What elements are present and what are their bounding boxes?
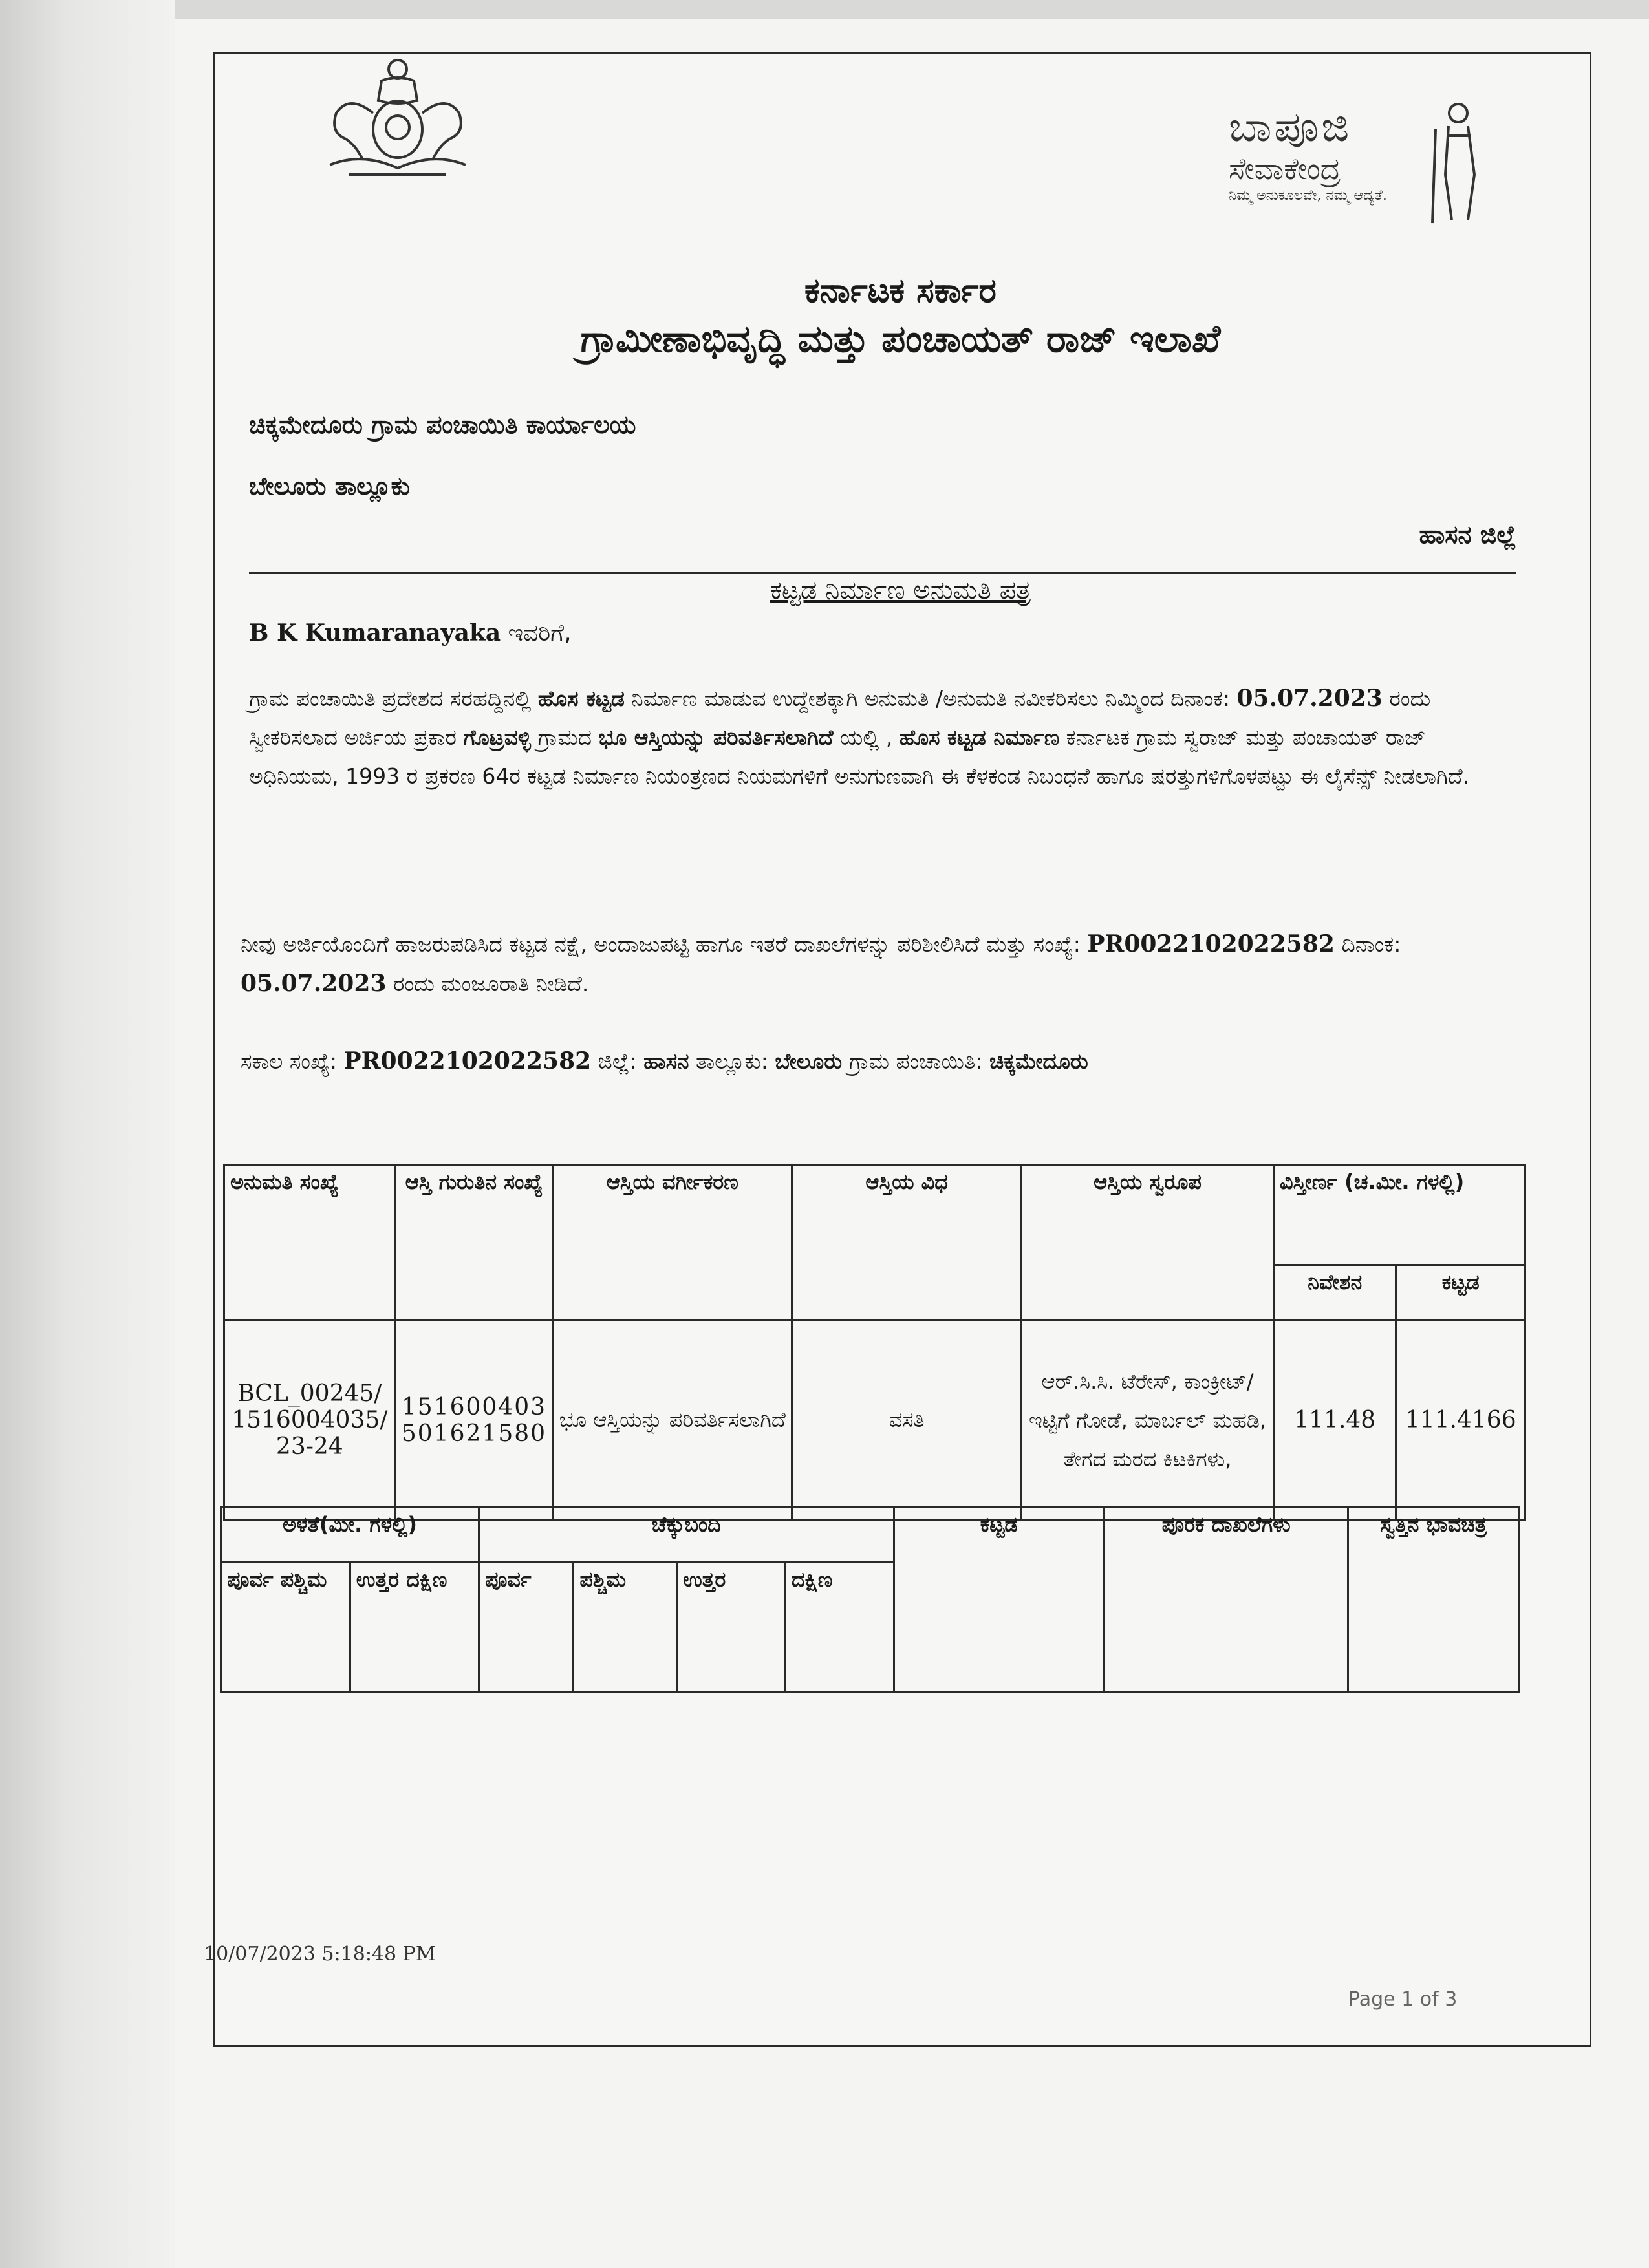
book-spine (0, 0, 175, 2268)
col-supporting-docs: ಪೂರಕ ದಾಖಲೆಗಳು (1105, 1508, 1348, 1692)
property-id-cell: 151600403 501621580 (395, 1320, 553, 1521)
addressee-name: B K Kumaranayaka (249, 619, 501, 647)
col-west: ಪಶ್ಚಿಮ (574, 1563, 677, 1692)
gandhi-figure-icon (1423, 97, 1494, 226)
addressee-suffix: ಇವರಿಗೆ, (501, 620, 572, 647)
p1-text: ಗ್ರಾಮದ (530, 725, 599, 750)
permit-number-cell: BCL_00245/ 1516004035/ 23-24 (224, 1320, 396, 1521)
ref-label: ತಾಲ್ಲೂಕು: (689, 1049, 775, 1074)
building-area-cell: 111.4166 (1396, 1320, 1525, 1521)
logo-subtitle: ಸೇವಾಕೇಂದ್ರ (1229, 151, 1341, 186)
col-classification: ಆಸ್ತಿಯ ವರ್ಗೀಕರಣ (553, 1165, 792, 1320)
col-east-west: ಪೂರ್ವ ಪಶ್ಚಿಮ (221, 1563, 350, 1692)
col-boundary: ಚೆಕ್ಕುಬಂದಿ (479, 1508, 894, 1563)
table-row (224, 1320, 1525, 1521)
government-title: ಕರ್ನಾಟಕ ಸರ್ಕಾರ (804, 272, 997, 310)
sakala-reference-line (241, 1047, 1521, 1075)
application-date: 05.07.2023 (1236, 685, 1383, 712)
district-name: ಹಾಸನ ಜಿಲ್ಲೆ (1419, 520, 1516, 549)
col-building: ಕಟ್ಟಡ (1396, 1265, 1525, 1320)
col-site: ನಿವೇಶನ (1274, 1265, 1396, 1320)
ref-label: ಗ್ರಾಮ ಪಂಚಾಯಿತಿ: (842, 1049, 990, 1074)
taluk-name: ಬೇಲೂರು ತಾಲ್ಲೂಕು (249, 472, 410, 500)
document-title: ಕಟ್ಟಡ ನಿರ್ಮಾಣ ಅನುಮತಿ ಪತ್ರ (770, 575, 1031, 605)
ref-label: ಜಿಲ್ಲೆ: (591, 1049, 644, 1074)
p2-text: ರಂದು ಮಂಜೂರಾತಿ ನೀಡಿದೆ. (386, 971, 589, 996)
print-timestamp: 10/07/2023 5:18:48 PM (204, 1943, 436, 1965)
header-divider (249, 572, 1516, 574)
logo-tagline: ನಿಮ್ಮ ಅನುಕೂಲವೇ, ನಮ್ಮ ಆದ್ಯತೆ. (1229, 187, 1387, 204)
col-building: ಕಟ್ಟಡ (894, 1508, 1105, 1692)
property-nature-cell: ಆರ್.ಸಿ.ಸಿ. ಟೆರೇಸ್, ಕಾಂಕ್ರೀಟ್/ಇಟ್ಟಿಗೆ ಗೋಡೆ, ಮಾರ್ಬಲ್ ಮಹಡಿ, ತೇಗದ ಮರದ ಕಿಟಕಿಗಳು, (1022, 1320, 1274, 1521)
sakala-number: PR0022102022582 (343, 1047, 592, 1075)
col-south: ದಕ್ಷಿಣ (786, 1563, 894, 1692)
ref-taluk: ಬೇಲೂರು (775, 1049, 843, 1074)
p1-text: ಯಲ್ಲಿ , (833, 725, 900, 750)
approval-paragraph (241, 925, 1521, 1003)
col-property-id: ಆಸ್ತಿ ಗುರುತಿನ ಸಂಖ್ಯೆ (395, 1165, 553, 1320)
col-north-south: ಉತ್ತರ ದಕ್ಷಿಣ (350, 1563, 479, 1692)
page-number: Page 1 of 3 (1348, 1988, 1458, 2011)
p2-text: ನೀವು ಅರ್ಜಿಯೊಂದಿಗೆ ಹಾಜರುಪಡಿಸಿದ ಕಟ್ಟಡ ನಕ್ಷೆ, ಅಂದಾಜುಪಟ್ಟಿ ಹಾಗೂ ಇತರೆ ದಾಖಲೆಗಳನ್ನು ಪರಿಶೀಲಿಸಿದೆ ಮತ್ತು ಸಂಖ್ಯೆ: (241, 932, 1088, 957)
col-dimensions: ಅಳತೆ(ಮೀ. ಗಳಲ್ಲಿ) (221, 1508, 479, 1563)
bapuji-seva-kendra-logo (1229, 103, 1500, 246)
col-property-nature: ಆಸ್ತಿಯ ಸ್ವರೂಪ (1022, 1165, 1274, 1320)
p1-text: ಗ್ರಾಮ ಪಂಚಾಯಿತಿ ಪ್ರದೇಶದ ಸರಹದ್ದಿನಲ್ಲಿ (249, 686, 538, 711)
village-name: ಗೊಟ್ರವಳ್ಳಿ (463, 725, 531, 750)
p1-text: ನಿರ್ಮಾಣ ಮಾಡುವ ಉದ್ದೇಶಕ್ಕಾಗಿ ಅನುಮತಿ /ಅನುಮತಿ ನವೀಕರಿಸಲು ನಿಮ್ಮಿಂದ ದಿನಾಂಕ: (624, 686, 1237, 711)
property-status: ಭೂ ಆಸ್ತಿಯನ್ನು ಪರಿವರ್ತಿಸಲಾಗಿದೆ (598, 725, 834, 750)
approval-number: PR0022102022582 (1087, 930, 1335, 957)
col-north: ಉತ್ತರ (677, 1563, 786, 1692)
p1-new-building: ಹೊಸ ಕಟ್ಟಡ (537, 686, 625, 711)
p1-text: ರಂದು ಸ್ವೀಕರಿಸಲಾದ ಅರ್ಜಿಯ ಪ್ರಕಾರ (249, 686, 1431, 750)
addressee-line (249, 619, 572, 647)
site-area-cell: 111.48 (1274, 1320, 1396, 1521)
permit-details-table (223, 1164, 1526, 1521)
logo-title: ಬಾಪೂಜಿ (1229, 103, 1352, 151)
boundary-table (220, 1506, 1520, 1693)
ref-gram-panchayat: ಚಿಕ್ಕಮೇದೂರು (989, 1049, 1088, 1074)
karnataka-emblem-icon (310, 55, 485, 184)
permission-paragraph (249, 679, 1516, 796)
p1-construction: ಹೊಸ ಕಟ್ಟಡ ನಿರ್ಮಾಣ (899, 725, 1060, 750)
col-permit-no: ಅನುಮತಿ ಸಂಖ್ಯೆ (224, 1165, 396, 1320)
p1-text: ಕರ್ನಾಟಕ ಗ್ರಾಮ ಸ್ವರಾಜ್ ಮತ್ತು ಪಂಚಾಯತ್ ರಾಜ್ ಅಧಿನಿಯಮ, 1993 ರ ಪ್ರಕರಣ 64ರ ಕಟ್ಟಡ ನಿರ್ಮಾಣ ನಿಯಂತ್ರಣದ ನಿಯಮಗಳಿಗೆ ಅನುಗುಣವಾಗಿ ಈ ಕೆಳಕಂಡ ನಿಬಂಧನೆ ಹಾಗೂ ಷರತ್ತುಗಳಿಗೊಳಪಟ್ಟು ಈ ಲೈಸೆನ್ಸ್ ನೀಡಲಾಗಿದೆ. (249, 725, 1470, 789)
ref-district: ಹಾಸನ (643, 1049, 689, 1074)
classification-cell: ಭೂ ಆಸ್ತಿಯನ್ನು ಪರಿವರ್ತಿಸಲಾಗಿದೆ (553, 1320, 792, 1521)
col-east: ಪೂರ್ವ (479, 1563, 573, 1692)
col-area: ವಿಸ್ತೀರ್ಣ (ಚ.ಮೀ. ಗಳಲ್ಲಿ) (1274, 1165, 1525, 1265)
approval-date: 05.07.2023 (241, 970, 387, 997)
department-title: ಗ್ರಾಮೀಣಾಭಿವೃದ್ಧಿ ಮತ್ತು ಪಂಚಾಯತ್ ರಾಜ್ ಇಲಾಖೆ (580, 317, 1221, 361)
col-property-type: ಆಸ್ತಿಯ ವಿಧ (792, 1165, 1022, 1320)
p2-text: ದಿನಾಂಕ: (1334, 932, 1401, 957)
property-type-cell: ವಸತಿ (792, 1320, 1022, 1521)
col-property-photo: ಸ್ವತ್ತಿನ ಭಾವಚಿತ್ರ (1348, 1508, 1519, 1692)
panchayat-office: ಚಿಕ್ಕಮೇದೂರು ಗ್ರಾಮ ಪಂಚಾಯಿತಿ ಕಾರ್ಯಾಲಯ (249, 411, 636, 439)
ref-label: ಸಕಾಲ ಸಂಖ್ಯೆ: (241, 1049, 344, 1074)
